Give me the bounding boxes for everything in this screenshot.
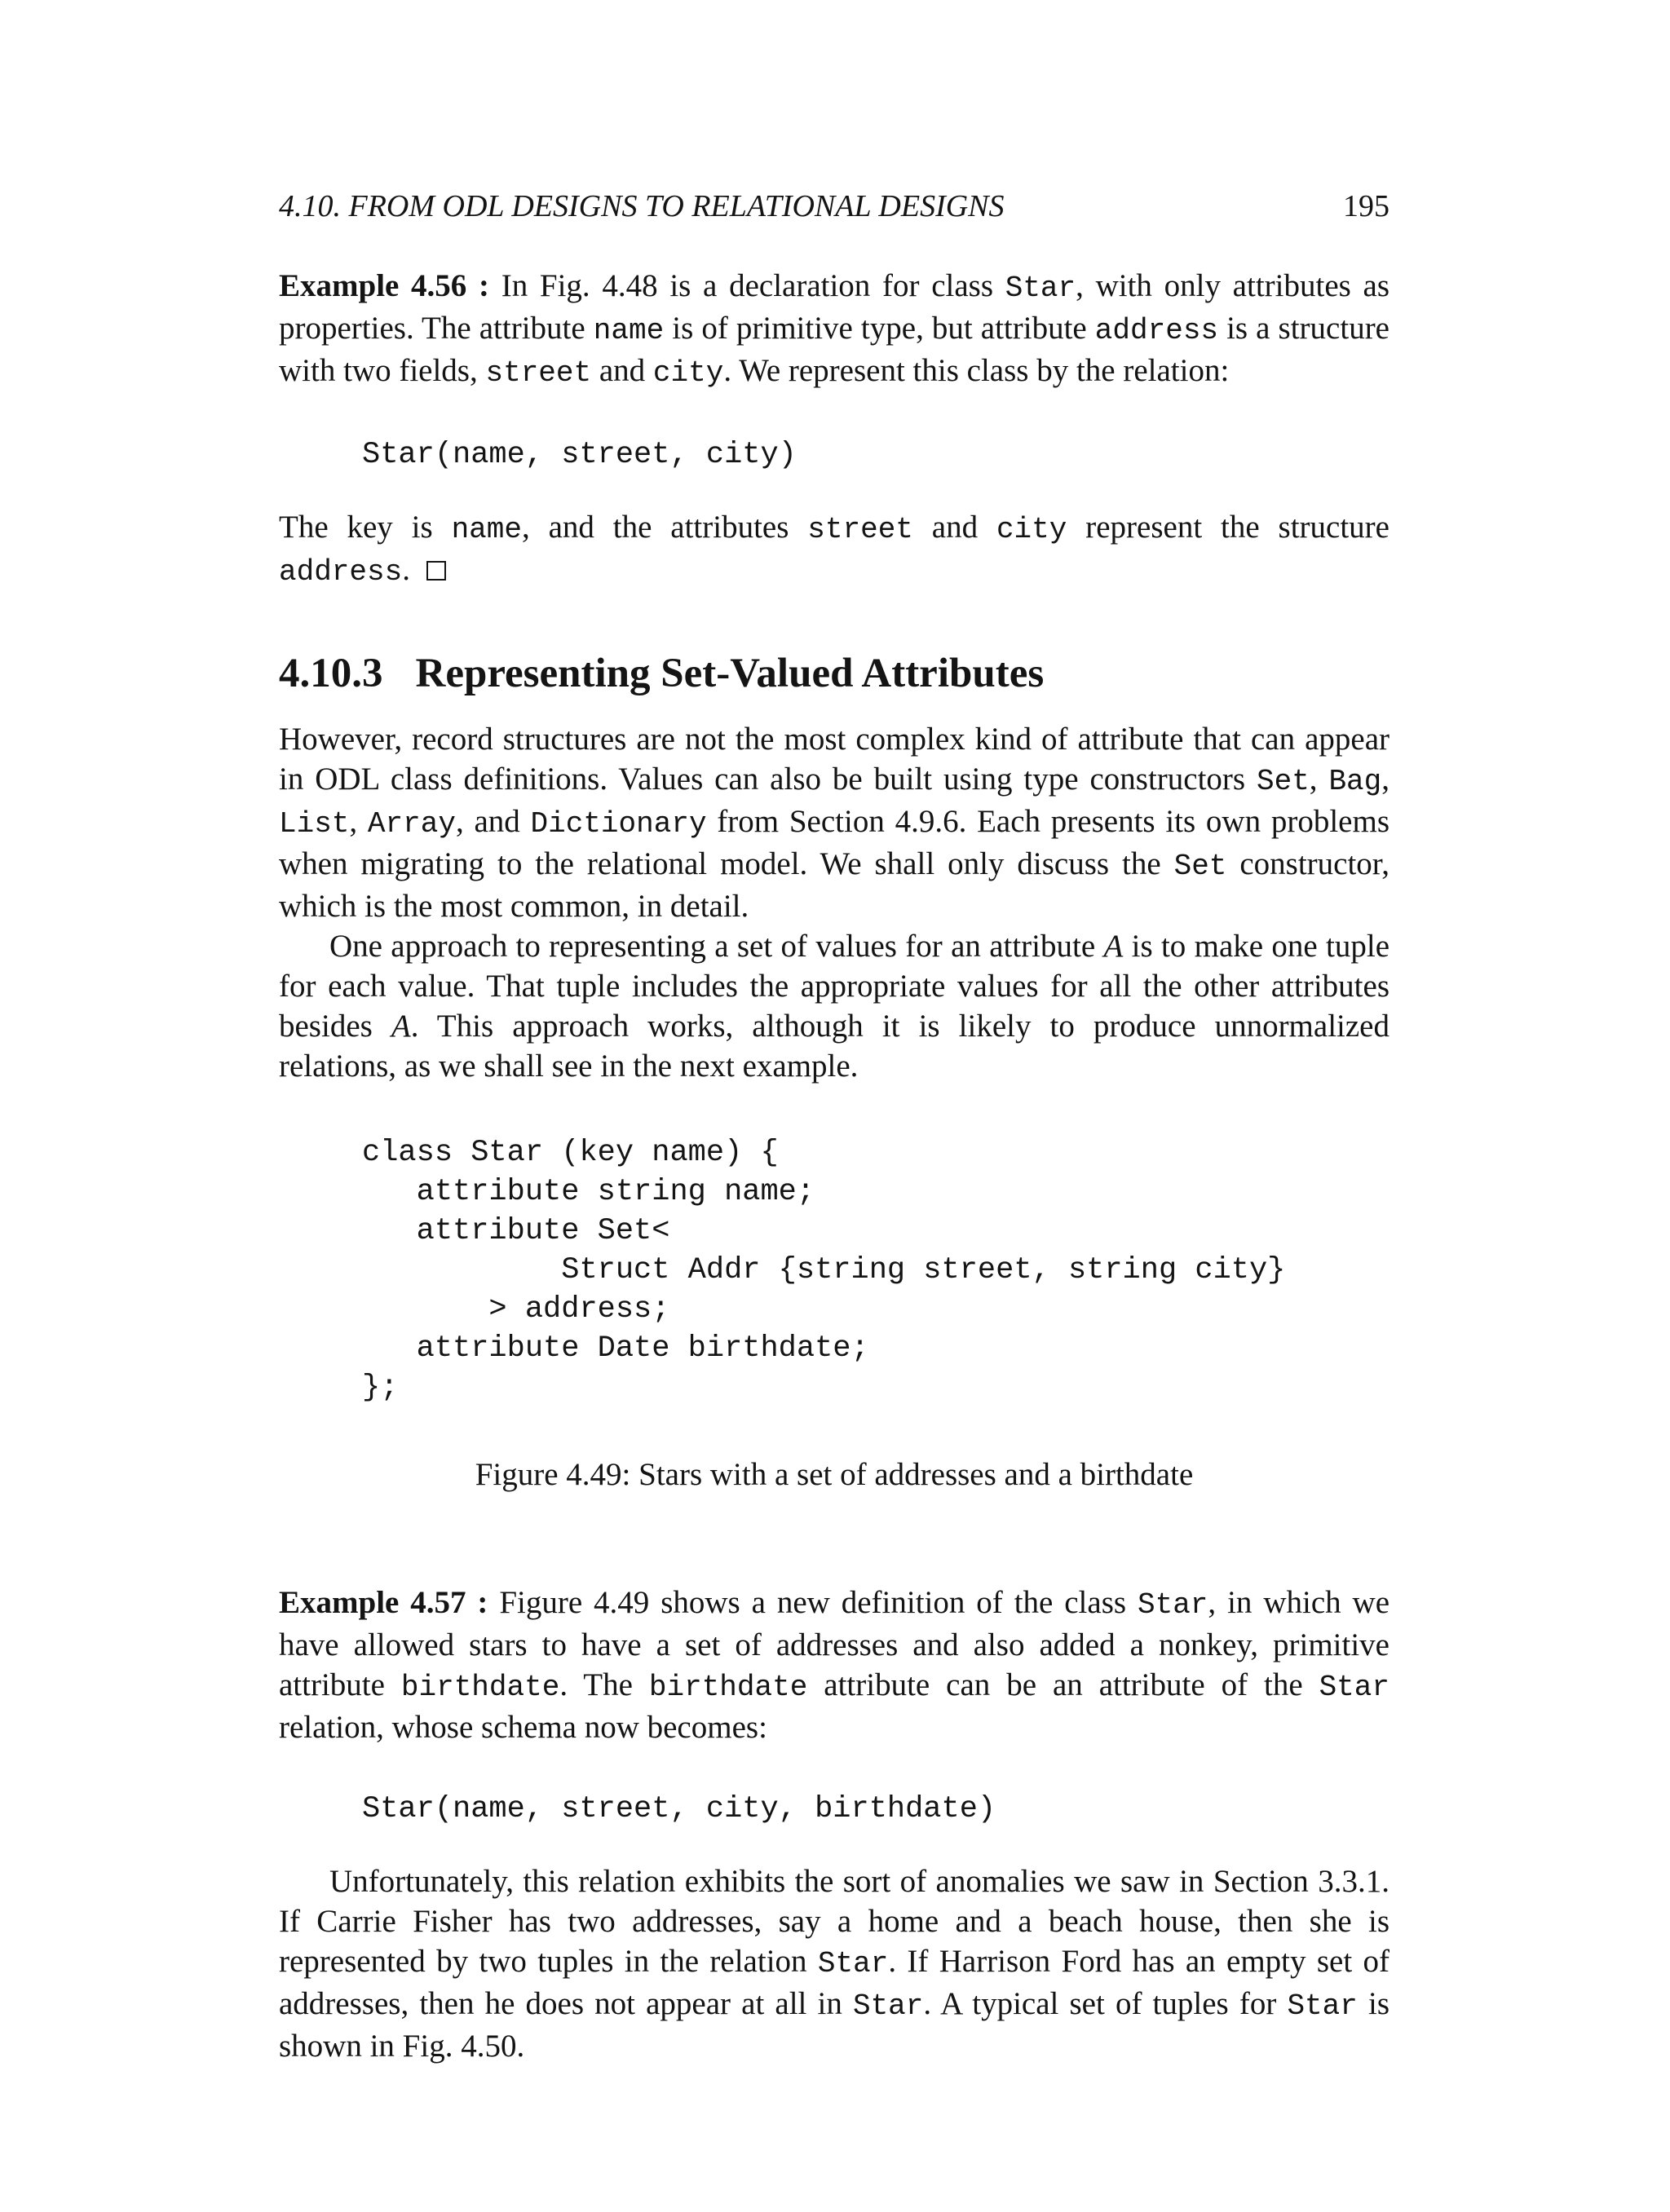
- section-title: Representing Set-Valued Attributes: [415, 651, 1045, 696]
- example-label: Example 4.57 :: [279, 1585, 488, 1620]
- code-line: attribute Date birthdate;: [362, 1331, 869, 1366]
- code-line: Struct Addr {string street, string city}: [362, 1253, 1286, 1287]
- anomalies-paragraph: Unfortunately, this relation exhibits the sort of anomalies we saw in Section 3.3.1. If Carrie Fisher has two addresses, say a home and a beach house, then she is represented by two tuples in the relation Star. If Harrison Ford has an empty set of addresses, then he does not appear at all in Star. A typical set of tuples for Star is shown in Fig. 4.50.: [279, 1864, 1390, 2064]
- relation-schema-display: Star(name, street, city): [362, 438, 797, 472]
- page-number: 195: [1343, 189, 1389, 223]
- section-paragraph-1: However, record structures are not the most complex kind of attribute that can appear in ODL class definitions. Values can also be built using type constructors Set, Bag, List, Array, and Dictionary from Section 4.9.6. Each presents its own problems when migrating to the relational model. We shall only discuss the Set constructor, which is the most common, in detail.: [279, 722, 1390, 924]
- running-title: 4.10. FROM ODL DESIGNS TO RELATIONAL DESIGNS: [279, 189, 1005, 223]
- code-line: > address;: [362, 1292, 670, 1327]
- key-paragraph: The key is name, and the attributes street and city represent the structure address.: [279, 510, 1389, 589]
- relation-schema-display-2: Star(name, street, city, birthdate): [362, 1792, 996, 1826]
- section-number: 4.10.3: [279, 651, 383, 696]
- example-4-57-paragraph: Example 4.57 : Figure 4.49 shows a new definition of the class Star, in which we have allowed stars to have a set of addresses and also added a nonkey, primitive attribute birthdate. The birthdate attribute can be an attribute of the Star relation, whose schema now becomes:: [279, 1585, 1390, 1745]
- code-line: };: [362, 1371, 399, 1405]
- figure-caption: Figure 4.49: Stars with a set of addresses and a birthdate: [475, 1457, 1194, 1492]
- example-label: Example 4.56 :: [279, 268, 489, 303]
- example-4-56-paragraph: Example 4.56 : In Fig. 4.48 is a declaration for class Star, with only attributes as properties. The attribute name is of primitive type, but attribute address is a structure with two fields, street and city. We represent this class by the relation:: [279, 268, 1390, 390]
- end-of-example-box-icon: [426, 561, 446, 581]
- code-line: class Star (key name) {: [362, 1136, 779, 1170]
- page: [279, 188, 1389, 2066]
- section-heading: [279, 649, 1389, 698]
- running-header: [279, 188, 1389, 225]
- section-paragraph-2: One approach to representing a set of values for an attribute A is to make one tuple for each value. That tuple includes the appropriate values for all the other attributes besides A. This approach works, although it is likely to produce unnormalized relations, as we shall see in the next example.: [279, 929, 1389, 1084]
- code-line: attribute Set<: [362, 1214, 670, 1248]
- figure-code-block: [362, 1133, 1389, 1407]
- code-line: attribute string name;: [362, 1175, 815, 1209]
